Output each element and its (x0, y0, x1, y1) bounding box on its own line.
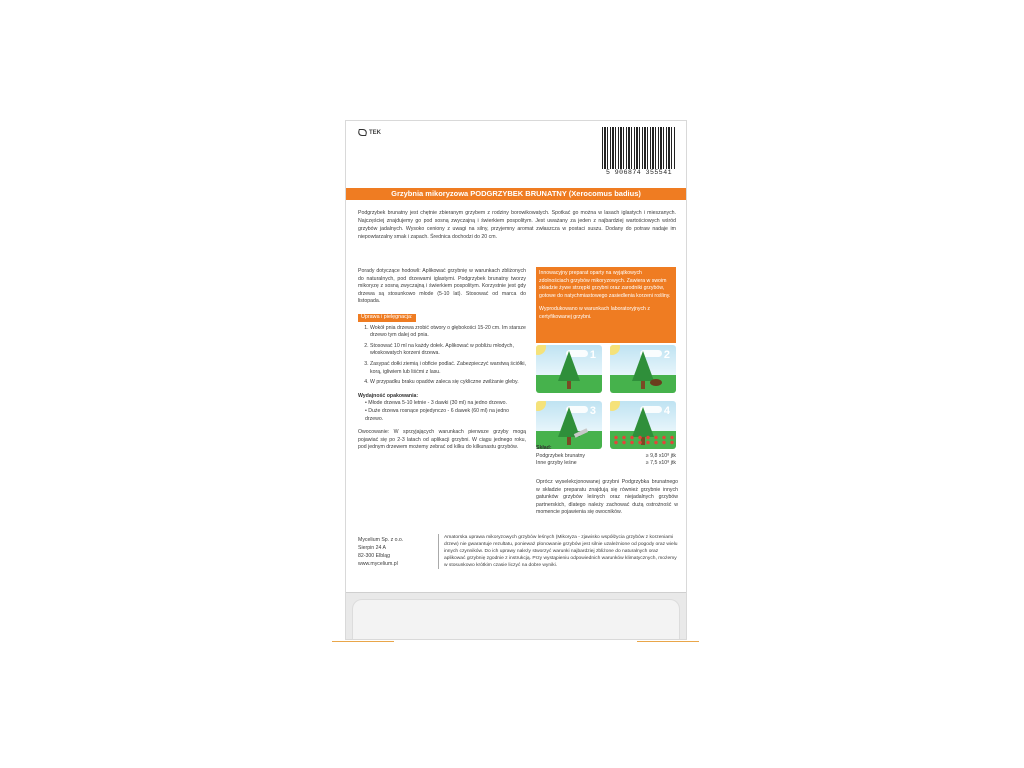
tile-number: 1 (589, 349, 596, 361)
address-line: Sierpin 24 A (358, 545, 386, 551)
barcode-bars (602, 127, 676, 169)
tile-number: 2 (663, 349, 670, 361)
fruiting-text: Owocowanie: W sprzyjających warunkach pierwsze grzyby mogą pojawiać się po 2-3 latach od aplikacji grzybni. W ciągu jednego roku, pod jednym drzewem możemy zebrać od kilku do kilkunastu grzybów. (358, 429, 526, 451)
tree-icon (632, 407, 654, 437)
illustration-tile-2 (610, 345, 676, 393)
hole-icon (650, 379, 662, 386)
tile-number: 4 (663, 405, 670, 417)
promo-text-1: Innowacyjny preparat oparty na wyjątkowych zdolnościach grzybów mikoryzowych. Zawiera w swoim składzie żywe strzępki grzybni oraz zarodniki grzybów, gotowe do natychmiastowego zasiedlenia korzeni rośliny. (539, 270, 671, 299)
promo-text-2: Wyprodukowano w warunkach laboratoryjnych z certyfikowanej grzybni. (539, 306, 650, 320)
disclaimer-text: Amatorska uprawa mikoryzowych grzybów leśnych (Mikoryza - zjawisko współżycia grzybów z korzeniami drzew) nie gwarantuje rezultatu, ponieważ plonowanie grzybów jest silnie uzależnione od pogody oraz wielu innych czynników. Do ich uprawy należy stworzyć warunki najbardziej zbliżone do naturalnych oraz aplikować grzybnię zgodnie z instrukcją. Przy wystąpieniu odpowiednich warunków klimatycznych, możemy w stosunkowo krótkim czasie liczyć na dobre wyniki. (438, 534, 680, 569)
tree-icon (558, 351, 580, 381)
website-link[interactable]: www.mycelium.pl (358, 561, 398, 567)
care-label: Uprawa i pielęgnacja: (358, 314, 416, 322)
composition-row (536, 453, 676, 461)
composition-description: Oprócz wyselekcjonowanej grzybni Podgrzybka brunatnego w składzie preparatu znajdują się również grzybnie innych gatunków grzybów leśnych oraz niejadalnych grzybów partnerskich, dlatego należy zachować dużą ostrożność w momencie pojawienia się owocników. (536, 479, 678, 516)
composition-value: ≥ 9,8 x10⁸ jtk (645, 452, 676, 459)
barcode-number: 5 906874 355541 (605, 169, 672, 176)
barcode (602, 127, 676, 179)
decorative-line (332, 641, 394, 642)
yield-item: • Duże drzewa rosnące pojedynczo - 6 dawek (60 ml) na jedno drzewo. (365, 408, 526, 423)
composition-name: Inne grzyby leśne (536, 460, 577, 466)
tile-number: 3 (589, 405, 596, 417)
illustration-tile-1 (536, 345, 602, 393)
seed-packet (345, 120, 687, 640)
composition-name: Podgrzybek brunatny (536, 452, 586, 459)
tree-icon (632, 351, 654, 381)
step-item: 4. W przypadku braku opadów zaleca się cykliczne zwilżanie gleby. (370, 379, 526, 387)
composition-heading: Skład: (536, 445, 552, 451)
illustration-tile-3 (536, 401, 602, 449)
yield-heading: Wydajność opakowania: (358, 392, 419, 399)
step-item: 3. Zasypać dołki ziemią i obficie podlać. Zabezpieczyć warstwą ściółki, korą, igliwiem lub liśćmi z lasu. (370, 361, 526, 376)
decorative-line (637, 641, 699, 642)
steps-list (358, 325, 526, 387)
composition-row (536, 460, 676, 468)
step-item: 1. Wokół pnia drzewa zrobić otwory o głębokości 15-20 cm. Im starsze drzewo tym dalej od pnia. (370, 325, 526, 340)
advice-text: Porady dotyczące hodowli: Aplikować grzybnię w warunkach zbliżonych do naturalnych, pod drzewami iglastymi. Podgrzybek brunatny tworzy mikoryzę z sosną zwyczajną i świerkiem pospolitym. Korzystnie jest gdy drzewa są stosunkowo młode (5-10 lat). Stosować od marca do listopada. (358, 268, 526, 305)
company-address (358, 536, 428, 568)
instructions-column (358, 268, 526, 458)
yield-list (358, 400, 526, 423)
composition-value: ≥ 7,5 x10⁸ jtk (645, 460, 676, 466)
step-item: 2. Stosować 10 ml na każdy dołek. Aplikować w pobliżu młodych, włoskowatych korzeni drzewa. (370, 343, 526, 358)
composition (536, 445, 676, 468)
packet-flap (346, 592, 686, 639)
intro-text: Podgrzybek brunatny jest chętnie zbieranym grzybem z rodziny borowikowatych. Spotkać go można w lasach iglastych i mieszanych. Najczęściej znajdujemy go pod sosną zwyczajną i świerkiem pospolitym. Jest uważany za jeden z najbardziej wartościowych wśród grzybów jadalnych. Wysoko ceniony z uwagi na silny, przyjemny aromat zwłaszcza w postaci suszu. Dodany do potraw nadaje im niepowtarzalny smak i zapach. Średnica dochodzi do 20 cm. (358, 210, 676, 240)
leaf-icon (357, 129, 368, 136)
illustration-tile-4 (610, 401, 676, 449)
address-line: Mycelium Sp. z o.o. (358, 537, 404, 543)
promo-box (536, 267, 676, 343)
brand-text: TEK (369, 129, 381, 136)
address-line: 82-300 Elbląg (358, 553, 391, 559)
yield-item: • Młode drzewa 5-10 letnie - 3 dawki (30 ml) na jedno drzewo. (365, 400, 526, 408)
product-title: Grzybnia mikoryzowa PODGRZYBEK BRUNATNY (Xerocomus badius) (346, 188, 686, 200)
brand-logo (358, 129, 381, 136)
mushrooms-icon (612, 435, 674, 445)
